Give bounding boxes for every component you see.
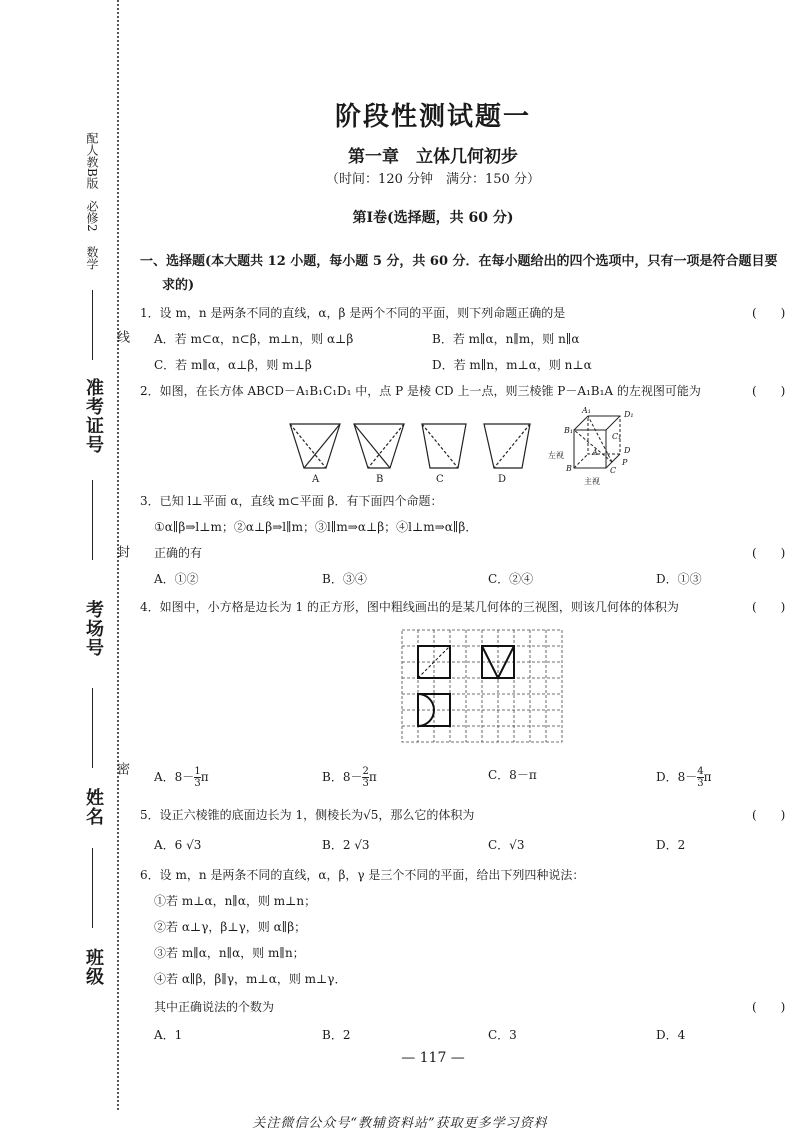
name-label: 姓名	[83, 788, 104, 826]
q2-fig-d1: D₁	[624, 410, 634, 419]
q3-option-d: D．①③	[656, 572, 702, 586]
sidebar-rule	[92, 688, 93, 768]
q6-answer-blank[interactable]: ( )	[752, 1000, 786, 1014]
footer-note: 关注微信公众号“教辅资料站”获取更多学习资料	[252, 1116, 548, 1131]
q2-view-d	[484, 424, 530, 468]
part-intro: 一、选择题(本大题共 12 小题，每小题 5 分，共 60 分．在每小题给出的四个选项中，只有一项是符合题目要	[140, 254, 778, 269]
q2-label-d: D	[498, 474, 507, 485]
sidebar-rule	[92, 290, 93, 360]
q6-statement-2: ②若 α⊥γ，β⊥γ，则 α∥β；	[154, 920, 307, 934]
q5-answer-blank[interactable]: ( )	[752, 808, 786, 822]
q2-label-b: B	[376, 474, 384, 485]
q5-stem: 5．设正六棱锥的底面边长为 1，侧棱长为√5，那么它的体积为	[140, 808, 475, 822]
q2-stem: 2．如图，在长方体 ABCD－A₁B₁C₁D₁ 中，点 P 是棱 CD 上一点，则三棱锥 P－A₁B₁A 的左视图可能为	[140, 384, 701, 398]
q2-fig-c: C	[610, 466, 617, 475]
q6-statement-4: ④若 α∥β，β∥γ，m⊥α，则 m⊥γ．	[154, 972, 347, 986]
q4-three-views-grid	[400, 628, 564, 744]
q2-fig-b: B	[566, 464, 572, 473]
q2-fig-a1: A₁	[582, 406, 591, 415]
q2-cuboid-figure	[572, 414, 642, 474]
q6-stem: 6．设 m，n 是两条不同的直线，α，β，γ 是三个不同的平面，给出下列四种说法：	[140, 868, 585, 882]
q1-option-c: C．若 m∥α，α⊥β，则 m⊥β	[154, 358, 312, 372]
q5-option-d: D．2	[656, 838, 686, 852]
seal-mi: 密	[114, 762, 129, 775]
q1-option-b: B．若 m∥α，n∥m，则 n∥α	[432, 332, 580, 346]
exam-number-label: 准考证号	[83, 378, 104, 454]
q6-statement-1: ①若 m⊥α，n∥α，则 m⊥n；	[154, 894, 317, 908]
q6-option-c: C．3	[488, 1028, 517, 1042]
q4-option-d: D．8－ $\frac{4}{3}$ π	[656, 766, 712, 789]
q6-option-b: B．2	[322, 1028, 351, 1042]
chapter-title: 第一章 立体几何初步	[348, 147, 518, 167]
part-intro-cont: 求的)	[162, 278, 195, 293]
q4-option-c: C．8－π	[488, 768, 537, 782]
page-number: — 117 —	[401, 1050, 465, 1066]
page-title: 阶段性测试题一	[334, 102, 531, 132]
q2-fig-a: A	[592, 448, 598, 457]
q2-view-c	[422, 424, 466, 468]
q6-statement-3: ③若 m∥α，n∥α，则 m∥n；	[154, 946, 305, 960]
q2-fig-main-view: 主视	[584, 477, 600, 486]
q3-option-c: C．②④	[488, 572, 534, 586]
q6-option-d: D．4	[656, 1028, 686, 1042]
q2-label-a: A	[312, 474, 320, 485]
q2-label-c: C	[436, 474, 444, 485]
q2-fig-left-view: 左视	[548, 451, 564, 460]
q5-option-c: C．√3	[488, 838, 525, 852]
q3-option-b: B．③④	[322, 572, 367, 586]
q1-answer-blank[interactable]: ( )	[752, 306, 786, 320]
q4-option-a: A．8－ $\frac{1}{3}$ π	[154, 766, 209, 789]
q1-option-a: A．若 m⊂α，n⊂β，m⊥n，则 α⊥β	[154, 332, 354, 346]
q2-fig-d: D	[624, 446, 631, 455]
sidebar-rule	[92, 480, 93, 560]
q4-option-b: B．8－ $\frac{2}{3}$ π	[322, 766, 377, 789]
q2-view-b	[354, 424, 404, 468]
sidebar-edition: 配人教B版	[85, 132, 99, 189]
seal-feng: 封	[114, 545, 129, 558]
q2-view-options	[290, 420, 550, 472]
q3-answer-blank[interactable]: ( )	[752, 546, 786, 560]
q3-stem: 3．已知 l⊥平面 α，直线 m⊂平面 β．有下面四个命题：	[140, 494, 443, 508]
q2-fig-b1: B₁	[564, 426, 574, 435]
q2-fig-c1: C₁	[612, 432, 622, 441]
exam-room-label: 考场号	[83, 600, 104, 657]
q5-option-b: B．2 √3	[322, 838, 370, 852]
section-title: 第Ⅰ卷(选择题，共 60 分)	[352, 210, 514, 226]
q1-option-d: D．若 m∥n，m⊥α，则 n⊥α	[432, 358, 592, 372]
seal-xian: 线	[114, 330, 129, 343]
q3-ask: 正确的有	[154, 546, 203, 560]
q4-stem: 4．如图中，小方格是边长为 1 的正方形，图中粗线画出的是某几何体的三视图，则该几何体的体积为	[140, 600, 679, 614]
q2-fig-p: P	[622, 458, 628, 467]
q4-answer-blank[interactable]: ( )	[752, 600, 786, 614]
q5-option-a: A．6 √3	[154, 838, 202, 852]
sidebar-rule	[92, 848, 93, 928]
q3-propositions: ①α∥β⇒l⊥m；②α⊥β⇒l∥m；③l∥m⇒α⊥β；④l⊥m⇒α∥β．	[154, 520, 478, 534]
class-label: 班级	[83, 948, 104, 986]
q2-view-a	[290, 424, 340, 468]
q2-answer-blank[interactable]: ( )	[752, 384, 786, 398]
sidebar-book: 必修2	[85, 200, 99, 232]
q6-option-a: A．1	[154, 1028, 183, 1042]
q6-ask: 其中正确说法的个数为	[154, 1000, 275, 1014]
q3-option-a: A．①②	[154, 572, 199, 586]
sidebar-subject: 数学	[85, 246, 99, 270]
time-info: （时间：120 分钟 满分：150 分）	[326, 172, 540, 187]
q1-stem: 1．设 m，n 是两条不同的直线，α，β 是两个不同的平面，则下列命题正确的是	[140, 306, 566, 320]
